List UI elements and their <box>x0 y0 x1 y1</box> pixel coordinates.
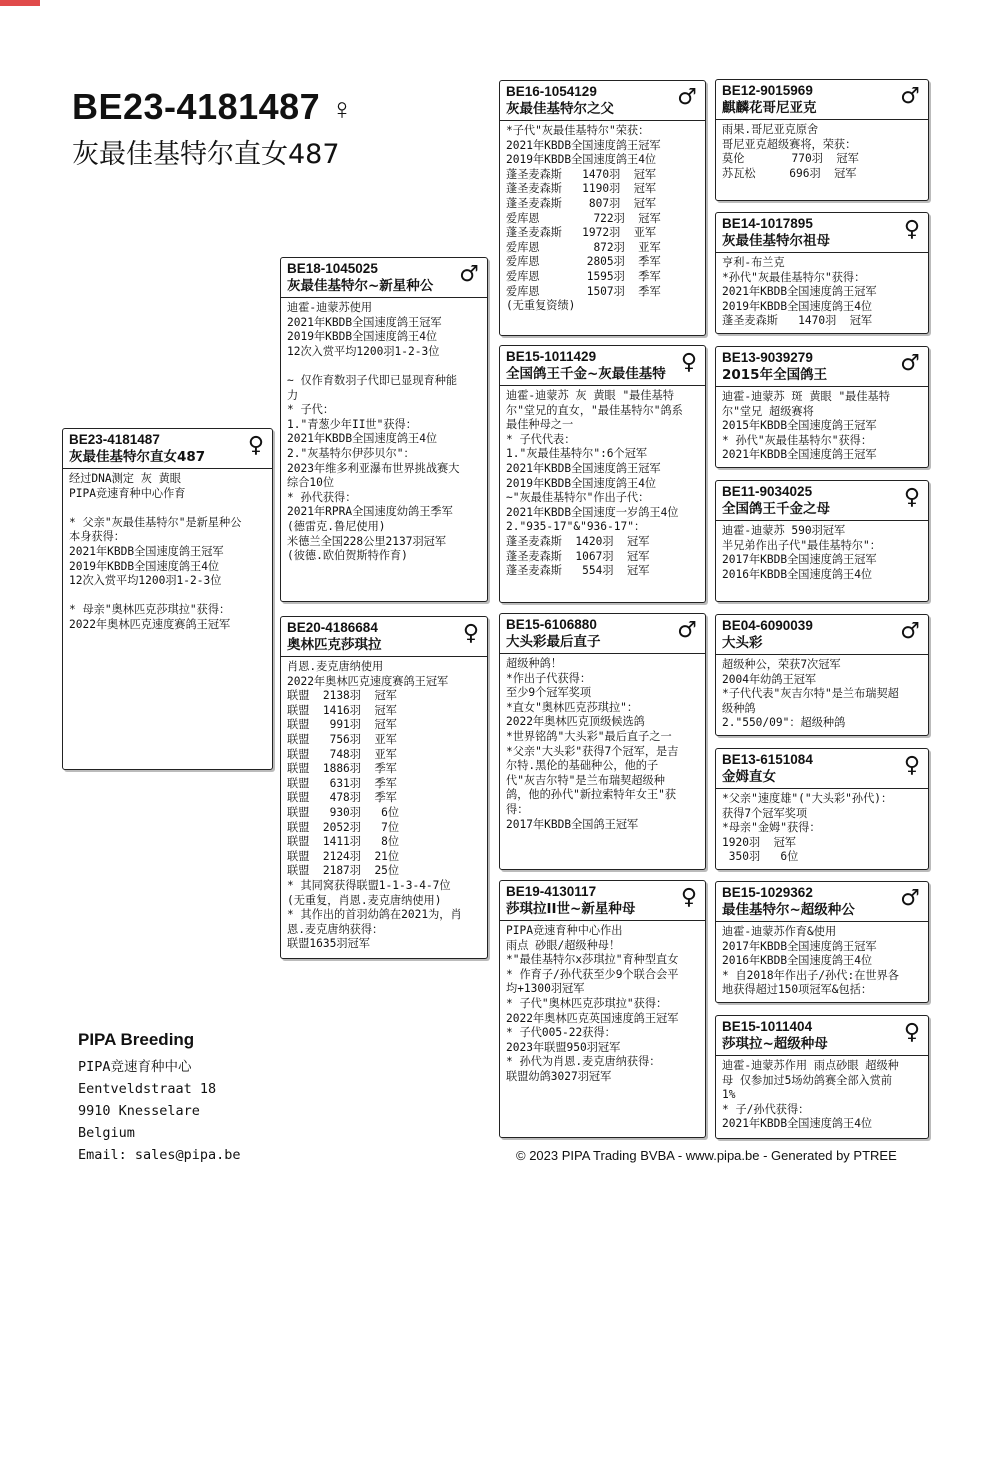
card-line: *直女"奥林匹克莎琪拉"： <box>506 700 639 714</box>
card-line: 1."灰最佳基特尔":6个冠军 <box>506 447 648 461</box>
card-line: 联盟 2138羽 冠军 <box>287 689 397 703</box>
card-line: 联盟 1411羽 8位 <box>287 835 400 849</box>
card-line: * 孙代"灰最佳基特尔"获得： <box>722 433 873 447</box>
card-line: 2022年奥林匹克英国速度鸽王冠军 <box>506 1011 679 1025</box>
card-line: 爱库恩 872羽 亚军 <box>506 240 661 254</box>
card-body <box>281 298 487 567</box>
card-title: 最佳基特尔~超级种公 <box>722 902 855 918</box>
card-header <box>281 617 487 657</box>
male-sex-icon: ♂ <box>459 262 479 287</box>
pedigree-card-ggp-6 <box>715 748 929 870</box>
card-line: 均+1300羽冠军 <box>506 982 585 996</box>
pedigree-card-sire <box>280 257 488 602</box>
card-line: 联盟 2052羽 7位 <box>287 820 400 834</box>
card-line: * 子/孙代获得： <box>722 1102 810 1116</box>
male-sex-icon: ♂ <box>677 618 697 643</box>
card-body <box>716 253 928 332</box>
card-line: 联盟 478羽 季军 <box>287 791 397 805</box>
card-title: 灰最佳基特尔之父 <box>506 101 614 117</box>
card-line: 联盟 1886羽 季军 <box>287 762 397 776</box>
card-title: 全国鸽王千金~灰最佳基特 <box>506 366 666 382</box>
card-line: * 自2018年作出子/孙代:在世界各 <box>722 968 899 982</box>
card-line: 联盟1635羽冠军 <box>287 937 370 951</box>
card-ring-number: BE15-1011429 <box>506 349 597 364</box>
card-line: 尔特.黑伦的基础种公，他的子 <box>506 759 659 773</box>
card-line: 联盟 1416羽 冠军 <box>287 703 397 717</box>
card-line: 联盟 631羽 季军 <box>287 776 397 790</box>
card-line: 2023年维多利亚瀑布世界挑战赛大 <box>287 461 460 475</box>
card-line: 1920羽 冠军 <box>722 835 796 849</box>
card-line: 至少9个冠军奖项 <box>506 686 592 700</box>
card-line: 经过DNA测定 灰 黄眼 <box>69 472 181 485</box>
card-line: 2."935-17"&"936-17"： <box>506 520 646 534</box>
card-line: 得： <box>506 802 529 816</box>
card-line: * 子代代表： <box>506 432 576 446</box>
female-sex-icon: ♀ <box>330 93 354 126</box>
card-ring-number: BE23-4181487 <box>69 432 160 447</box>
female-sex-icon: ♀ <box>680 885 697 910</box>
card-line: 蓬圣麦森斯 1972羽 亚军 <box>506 226 657 240</box>
card-ring-number: BE15-1011404 <box>722 1019 813 1034</box>
card-line: PIPA竞速育种中心作出 <box>506 924 623 937</box>
card-line: 蓬圣麦森斯 1067羽 冠军 <box>506 549 650 563</box>
card-title: 大头彩最后直子 <box>506 634 601 650</box>
card-line: ~"灰最佳基特尔"作出子代： <box>506 491 650 505</box>
card-line: 蓬圣麦森斯 1190羽 冠军 <box>506 182 657 196</box>
female-sex-icon: ♀ <box>903 753 920 778</box>
card-line: (德雷克.鲁尼使用) <box>287 519 386 533</box>
card-line: (无重复，肖恩.麦克唐纳使用) <box>287 893 442 907</box>
card-line: 2004年幼鸽王冠军 <box>722 672 817 686</box>
card-line: 联盟 2124羽 21位 <box>287 849 400 863</box>
card-line: 蓬圣麦森斯 554羽 冠军 <box>506 564 650 578</box>
pedigree-card-dam-dam <box>499 880 706 1138</box>
card-line: 级种鸽 <box>722 701 756 715</box>
card-line: 最佳种母之一 <box>506 418 574 432</box>
card-line: 联盟 2187羽 25位 <box>287 864 400 878</box>
card-line: 蓬圣麦森斯 1470羽 冠军 <box>722 314 873 328</box>
card-line: 力 <box>287 388 299 402</box>
female-sex-icon: ♀ <box>903 1020 920 1045</box>
email-line: Email: sales@pipa.be <box>78 1147 241 1163</box>
address-line: 9910 Knesselare <box>78 1103 200 1119</box>
card-line: 2022年奥林匹克顶级候选鸽 <box>506 715 645 729</box>
card-line: *子代"灰最佳基特尔"荣获： <box>506 124 650 137</box>
card-title: 灰最佳基特尔~新星种公 <box>287 278 434 294</box>
card-line: 2016年KBDB全国速度鸽王4位 <box>722 954 873 968</box>
card-line: *孙代"灰最佳基特尔"获得： <box>722 270 866 284</box>
card-line: *父亲"速度雄"("大头彩"孙代)： <box>722 792 893 805</box>
card-body <box>716 655 928 734</box>
footer-brand: PIPA Breeding <box>78 1030 195 1049</box>
pedigree-card-ggp-7 <box>715 881 929 1003</box>
card-ring-number: BE15-1029362 <box>722 885 813 900</box>
card-line: 2017年KBDB全国速度鸽王冠军 <box>722 553 877 567</box>
card-header <box>716 749 928 789</box>
card-line: 肖恩.麦克唐纳使用 <box>287 660 384 673</box>
card-line: * 孙代获得： <box>287 490 357 504</box>
card-line: 2."灰基特尔伊莎贝尔"： <box>287 446 415 460</box>
card-line: *世界铭鸽"大头彩"最后直子之一 <box>506 729 672 743</box>
card-body <box>716 120 928 184</box>
card-line: * 孙代为肖恩.麦克唐纳获得： <box>506 1055 661 1069</box>
address-line: Belgium <box>78 1125 135 1141</box>
card-title: 全国鸽王千金之母 <box>722 501 830 517</box>
corner-mark <box>0 0 40 6</box>
card-line: 2021年KBDB全国速度一岁鸽王4位 <box>506 505 679 519</box>
card-line: 联盟 991羽 冠军 <box>287 718 397 732</box>
card-header <box>63 429 272 469</box>
card-header <box>500 346 705 386</box>
card-line: * 子代： <box>287 403 335 417</box>
card-line: 哥尼亚克超级赛将，荣获： <box>722 137 857 151</box>
card-line: 爱库恩 1507羽 季军 <box>506 284 661 298</box>
address-line: PIPA竞速育种中心 <box>78 1059 192 1075</box>
card-line: 2019年KBDB全国速度鸽王4位 <box>69 559 220 573</box>
male-sex-icon: ♂ <box>900 619 920 644</box>
card-line: 迪霍-迪蒙苏作育&使用 <box>722 925 837 938</box>
card-line: 2017年KBDB全国鸽王冠军 <box>506 817 639 831</box>
card-line: 蓬圣麦森斯 807羽 冠军 <box>506 196 657 210</box>
card-header <box>500 614 705 654</box>
card-line: * 其作出的首羽幼鸽在2021为，肖 <box>287 908 462 922</box>
card-line <box>287 359 481 374</box>
pedigree-card-ggp-1 <box>715 79 929 201</box>
female-sex-icon: ♀ <box>680 350 697 375</box>
card-line: 蓬圣麦森斯 1470羽 冠军 <box>506 167 657 181</box>
card-line: 2022年奥林匹克速度赛鸽王冠军 <box>287 674 449 688</box>
pedigree-card-subject <box>62 428 273 770</box>
card-line: 迪霍-迪蒙苏 590羽冠军 <box>722 524 846 537</box>
card-line: 2021年KBDB全国速度鸽王冠军 <box>506 461 661 475</box>
card-line <box>69 589 266 604</box>
card-title: 奥林匹克莎琪拉 <box>287 637 382 653</box>
card-line: 半兄弟作出子代"最佳基特尔"： <box>722 538 881 552</box>
card-line: 2017年KBDB全国速度鸽王冠军 <box>722 939 877 953</box>
card-body <box>63 469 272 636</box>
card-line: 2019年KBDB全国速度鸽王4位 <box>287 330 438 344</box>
card-line: 1."青葱少年II世"获得： <box>287 417 417 431</box>
card-line: * 作育子/孙代获至少9个联合会平 <box>506 967 679 981</box>
card-line: 综合10位 <box>287 476 335 490</box>
page-title <box>72 86 354 128</box>
card-line: 2015年KBDB全国速度鸽王冠军 <box>722 419 877 433</box>
card-line: 迪霍-迪蒙苏 斑 黄眼 "最佳基特 <box>722 390 890 403</box>
card-line: 爱库恩 1595羽 季军 <box>506 269 661 283</box>
card-body <box>281 657 487 955</box>
card-line: 恩.麦克唐纳获得： <box>287 922 384 936</box>
card-title: 金姆直女 <box>722 769 776 785</box>
card-ring-number: BE16-1054129 <box>506 84 597 99</box>
card-line: PIPA竞速育种中心作育 <box>69 486 186 500</box>
female-sex-icon: ♀ <box>462 621 479 646</box>
card-line: 2019年KBDB全国速度鸽王4位 <box>506 476 657 490</box>
card-line: 2021年KBDB全国速度鸽王冠军 <box>506 138 661 152</box>
card-title: 大头彩 <box>722 635 763 651</box>
card-ring-number: BE15-6106880 <box>506 617 597 632</box>
female-sex-icon: ♀ <box>903 217 920 242</box>
card-line: 2021年KBDB全国速度鸽王4位 <box>722 1117 873 1131</box>
card-line: 苏瓦松 696羽 冠军 <box>722 166 857 180</box>
card-title: 灰最佳基特尔直女487 <box>69 449 206 465</box>
pigeon-name: 灰最佳基特尔直女487 <box>72 139 340 170</box>
card-line: * 母亲"奥林匹克莎琪拉"获得： <box>69 603 231 617</box>
card-line: 地获得超过150项冠军&包括： <box>722 983 873 997</box>
female-sex-icon: ♀ <box>247 433 264 458</box>
card-line: 联盟 748羽 亚军 <box>287 747 397 761</box>
card-line: 鸽，他的孙代"新拉索特年女王"获 <box>506 788 677 802</box>
card-title: 莎琪拉~超级种母 <box>722 1036 828 1052</box>
card-ring-number: BE13-6151084 <box>722 752 813 767</box>
card-ring-number: BE13-9039279 <box>722 350 813 365</box>
card-line: 爱库恩 722羽 冠军 <box>506 211 661 225</box>
pedigree-card-ggp-3 <box>715 346 929 468</box>
male-sex-icon: ♂ <box>900 84 920 109</box>
card-ring-number: BE20-4186684 <box>287 620 378 635</box>
card-body <box>716 922 928 1001</box>
card-line: 1% <box>722 1088 736 1102</box>
card-line: 2022年奥林匹克速度赛鸽王冠军 <box>69 617 231 631</box>
card-header <box>281 258 487 298</box>
card-line: 莫伦 770羽 冠军 <box>722 152 859 166</box>
card-ring-number: BE12-9015969 <box>722 83 813 98</box>
card-line: 迪霍-迪蒙苏使用 <box>287 301 373 314</box>
card-line: ~ 仅作育数羽子代即已显现育种能 <box>287 373 458 387</box>
card-line: 2016年KBDB全国速度鸽王4位 <box>722 567 873 581</box>
pedigree-card-sire-sire <box>499 80 706 336</box>
card-line <box>69 501 266 516</box>
card-line: *作出子代获得： <box>506 671 592 685</box>
card-line: *父亲"大头彩"获得7个冠军，是吉 <box>506 744 679 758</box>
card-line: *"最佳基特尔x莎琪拉"育种型直女 <box>506 953 679 967</box>
card-line: 联盟幼鸽3027羽冠军 <box>506 1069 612 1083</box>
card-line: 2021年KBDB全国速度鸽王冠军 <box>722 285 877 299</box>
card-line: 超级种公，荣获7次冠军 <box>722 658 841 671</box>
card-line: 2023年联盟950羽冠军 <box>506 1040 621 1054</box>
card-title: 2015年全国鸽王 <box>722 367 828 383</box>
card-header <box>500 881 705 921</box>
card-body <box>500 921 705 1088</box>
card-line: 联盟 756羽 亚军 <box>287 732 397 746</box>
female-sex-icon: ♀ <box>903 485 920 510</box>
card-header <box>716 615 928 655</box>
card-ring-number: BE19-4130117 <box>506 884 597 899</box>
pedigree-card-ggp-5 <box>715 614 929 736</box>
card-header <box>716 1016 928 1056</box>
card-line: 本身获得： <box>69 530 125 544</box>
footer-address <box>78 1030 241 1166</box>
card-line: 2021年KBDB全国速度鸽王冠军 <box>722 448 877 462</box>
card-line: 2."550/09"：超级种鸽 <box>722 716 846 730</box>
card-title: 灰最佳基特尔祖母 <box>722 233 830 249</box>
card-body <box>500 121 705 317</box>
card-header <box>500 81 705 121</box>
card-line: * 子代"奥林匹克莎琪拉"获得： <box>506 996 668 1010</box>
card-ring-number: BE11-9034025 <box>722 484 813 499</box>
card-line: 迪霍-迪蒙苏作用 雨点砂眼 超级种 <box>722 1059 899 1072</box>
card-header <box>716 80 928 120</box>
card-line: 母 仅参加过5场幼鸽赛全部入赏前 <box>722 1073 893 1087</box>
card-line: 尔"堂兄的直女，"最佳基特尔"鸽系 <box>506 403 683 417</box>
card-header <box>716 882 928 922</box>
card-line: 爱库恩 2805羽 季军 <box>506 255 661 269</box>
card-line: 米德兰全国228公里2137羽冠军 <box>287 534 447 548</box>
pedigree-card-sire-dam <box>499 345 706 603</box>
card-line: 2019年KBDB全国速度鸽王4位 <box>506 153 657 167</box>
card-line: 雨点 砂眼/超级种母！ <box>506 938 621 952</box>
male-sex-icon: ♂ <box>900 351 920 376</box>
copyright-text: © 2023 PIPA Trading BVBA - www.pipa.be - Generated by PTREE <box>516 1148 897 1163</box>
card-line: 2021年KBDB全国速度鸽王4位 <box>287 432 438 446</box>
card-line: 代"灰吉尔特"是兰布瑞契超级种 <box>506 773 665 787</box>
card-line: 蓬圣麦森斯 1420羽 冠军 <box>506 534 650 548</box>
card-line: *母亲"金姆"获得： <box>722 821 821 835</box>
card-line: 亨利-布兰克 <box>722 256 785 269</box>
card-title: 麒麟花哥尼亚克 <box>722 100 817 116</box>
card-body <box>716 789 928 868</box>
card-line: * 其同窝获得联盟1-1-3-4-7位 <box>287 878 451 892</box>
card-ring-number: BE14-1017895 <box>722 216 813 231</box>
pigeon-ring-number: BE23-4181487 <box>72 86 321 127</box>
card-body <box>716 1056 928 1135</box>
pedigree-card-dam-sire <box>499 613 706 870</box>
male-sex-icon: ♂ <box>900 886 920 911</box>
card-line: 12次入赏平均1200羽1-2-3位 <box>69 574 222 588</box>
card-line: 2021年RPRA全国速度幼鸽王季军 <box>287 505 453 519</box>
card-line: 2019年KBDB全国速度鸽王4位 <box>722 299 873 313</box>
card-line: 2021年KBDB全国速度鸽王冠军 <box>287 315 442 329</box>
card-body <box>500 386 705 582</box>
card-line: (彼德.欧伯贺斯特作育) <box>287 549 408 563</box>
card-line: 迪霍-迪蒙苏 灰 黄眼 "最佳基特 <box>506 389 674 402</box>
card-line: 联盟 930羽 6位 <box>287 805 400 819</box>
card-ring-number: BE04-6090039 <box>722 618 813 633</box>
pedigree-card-ggp-2 <box>715 212 929 334</box>
card-line: 2021年KBDB全国速度鸽王冠军 <box>69 544 224 558</box>
card-header <box>716 347 928 387</box>
address-line: Eentveldstraat 18 <box>78 1081 217 1097</box>
card-line: 350羽 6位 <box>722 850 799 864</box>
pedigree-card-ggp-4 <box>715 480 929 602</box>
card-body <box>716 521 928 585</box>
card-body <box>716 387 928 466</box>
card-ring-number: BE18-1045025 <box>287 261 378 276</box>
card-line: *子代代表"灰吉尔特"是兰布瑞契超 <box>722 687 899 701</box>
card-line: 获得7个冠军奖项 <box>722 806 808 820</box>
card-header <box>716 213 928 253</box>
card-title: 莎琪拉II世~新星种母 <box>506 901 636 917</box>
card-body <box>500 654 705 835</box>
card-line: * 父亲"灰最佳基特尔"是新星种公 <box>69 515 242 529</box>
card-line: 尔"堂兄 超级赛将 <box>722 404 814 418</box>
card-line: 超级种鸽！ <box>506 657 562 670</box>
card-line: (无重复资绩) <box>506 299 576 313</box>
card-line: 雨果.哥尼亚克原舍 <box>722 123 819 136</box>
pedigree-card-ggp-8 <box>715 1015 929 1139</box>
card-line: * 子代005-22获得： <box>506 1026 616 1040</box>
card-line: 12次入赏平均1200羽1-2-3位 <box>287 344 440 358</box>
card-header <box>716 481 928 521</box>
pedigree-card-dam <box>280 616 488 959</box>
male-sex-icon: ♂ <box>677 85 697 110</box>
